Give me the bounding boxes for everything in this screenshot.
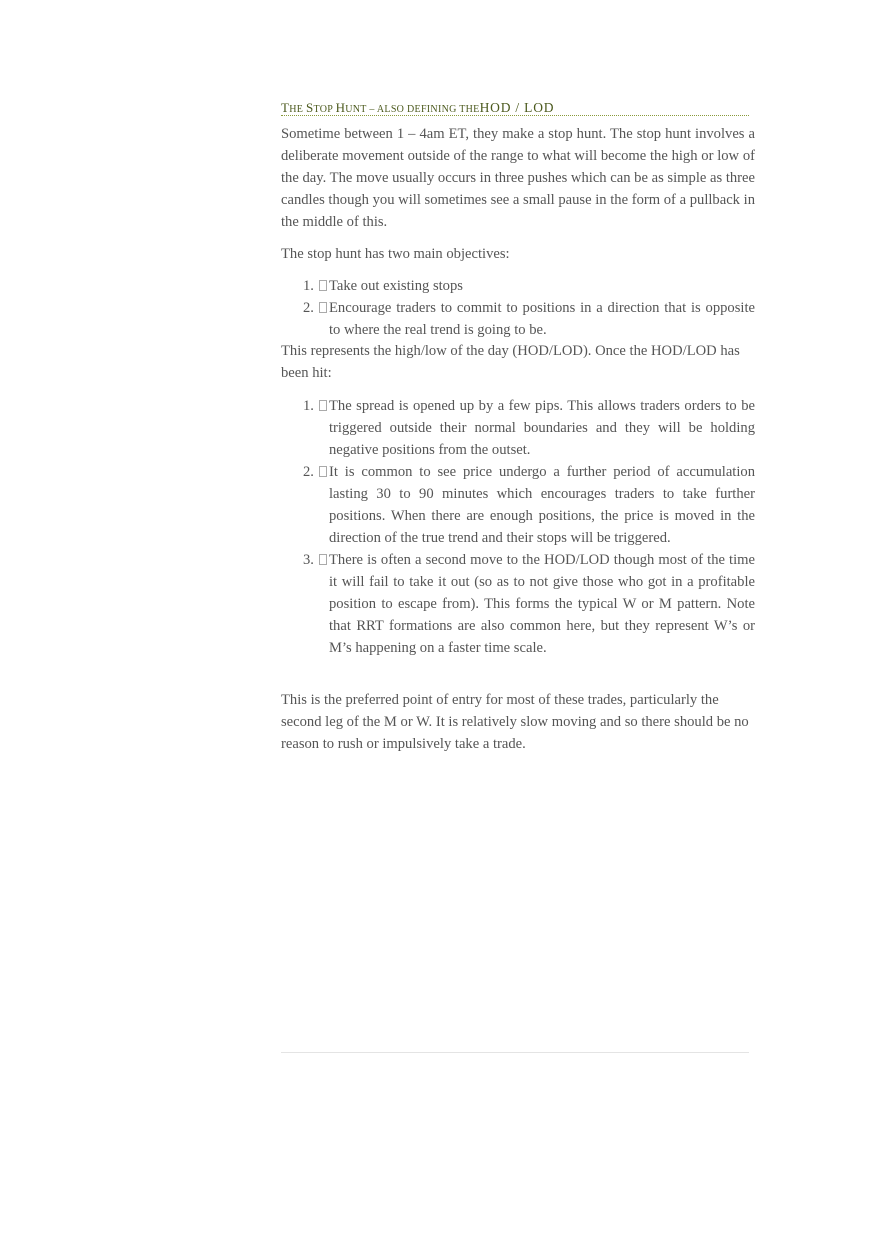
paragraph-stop-hunt-intro: Sometime between 1 – 4am ET, they make a stop hunt. The stop hunt involves a deliberate movement outside of the range to what will become the high or low of the day. The move usually occurs in three pushes which can be as simple as three candles though you will sometimes see a small pause in the form of a pullback in the middle of this.: [281, 126, 755, 230]
bullet-box-icon: [319, 280, 327, 291]
list-item-text: It is common to see price undergo a further period of accumulation lasting 30 to 90 minutes which encourages traders to take further positions. When there are enough positions, the price is moved in the direction of the true trend and their stops will be triggered.: [329, 464, 755, 546]
list-item-text: Take out existing stops: [329, 278, 463, 294]
heading-the-initial: T: [281, 100, 290, 115]
heading-stop-initial: S: [305, 100, 314, 115]
list-item: [281, 461, 755, 549]
list-number: 1.: [303, 398, 314, 414]
list-number: 2.: [303, 300, 314, 316]
section-heading: [281, 100, 749, 116]
bullet-box-icon: [319, 554, 327, 565]
list-number: 3.: [303, 552, 314, 568]
list-item: [281, 549, 755, 659]
paragraph-hod-lod: This represents the high/low of the day (HOD/LOD). Once the HOD/LOD has been hit:: [281, 343, 740, 381]
footer-rule: [281, 1052, 749, 1053]
list-item-text: Encourage traders to commit to positions in a direction that is opposite to where the real trend is going to be.: [329, 300, 755, 338]
heading-rule: [281, 115, 749, 116]
heading-hunt-initial: H: [335, 100, 346, 115]
list-number: 2.: [303, 464, 314, 480]
heading-hunt-rest: UNT: [345, 104, 367, 115]
heading-subtitle: – ALSO DEFINING THE: [366, 104, 480, 115]
objectives-list: [281, 275, 755, 341]
list-item-text: There is often a second move to the HOD/LOD though most of the time it will fail to take it out (so as to not give those who got in a profitable position to escape from). This forms the typical W or M pattern. Note that RRT formations are also common here, but they represent W’s or M’s happening on a faster time scale.: [329, 552, 755, 656]
bullet-box-icon: [319, 466, 327, 477]
after-hit-list: [281, 395, 755, 659]
heading-stop-rest: TOP: [313, 104, 336, 115]
list-item: [281, 395, 755, 461]
heading-the-rest: HE: [289, 104, 306, 115]
bullet-box-icon: [319, 302, 327, 313]
list-item: [281, 275, 755, 297]
heading-hodlod: HOD / LOD: [479, 100, 555, 115]
paragraph-objectives-intro: The stop hunt has two main objectives:: [281, 246, 510, 262]
list-item-text: The spread is opened up by a few pips. This allows traders orders to be triggered outside their normal boundaries and they will be holding negative positions from the outset.: [329, 398, 755, 458]
bullet-box-icon: [319, 400, 327, 411]
list-item: [281, 297, 755, 341]
list-number: 1.: [303, 278, 314, 294]
paragraph-entry-point: This is the preferred point of entry for most of these trades, particularly the second leg of the M or W. It is relatively slow moving and so there should be no reason to rush or impulsively take a trade.: [281, 692, 749, 752]
